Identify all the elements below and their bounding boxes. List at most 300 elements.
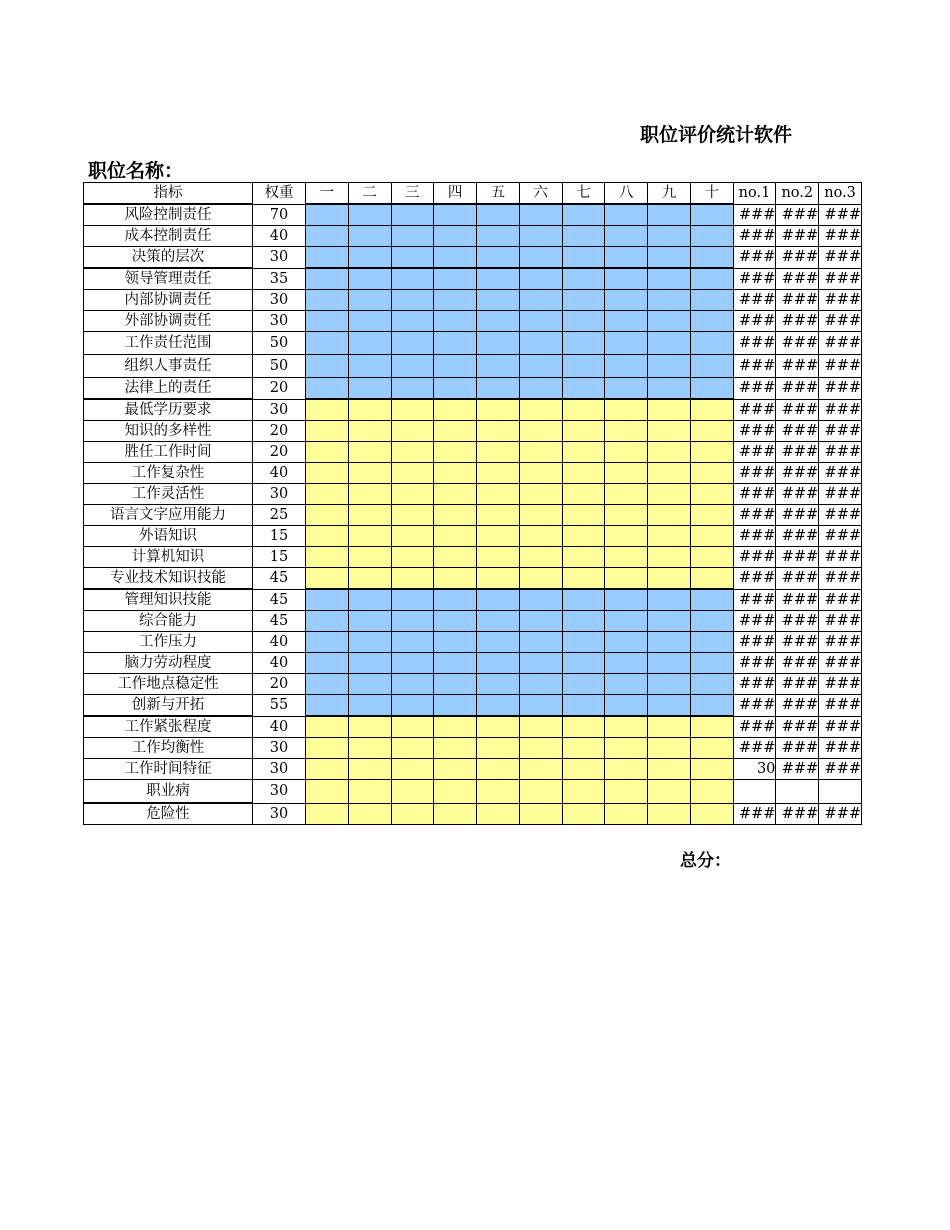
- grade-cell-3[interactable]: [391, 589, 434, 611]
- grade-cell-2[interactable]: [348, 332, 391, 355]
- grade-cell-4[interactable]: [434, 674, 477, 695]
- grade-cell-10[interactable]: [690, 399, 733, 421]
- grade-cell-1[interactable]: [305, 204, 348, 226]
- grade-cell-3[interactable]: [391, 547, 434, 568]
- grade-cell-2[interactable]: [348, 526, 391, 547]
- grade-cell-2[interactable]: [348, 759, 391, 780]
- grade-cell-6[interactable]: [519, 378, 562, 400]
- grade-cell-9[interactable]: [648, 290, 691, 311]
- grade-cell-4[interactable]: [434, 803, 477, 825]
- grade-cell-6[interactable]: [519, 759, 562, 780]
- grade-cell-7[interactable]: [562, 247, 605, 269]
- grade-cell-2[interactable]: [348, 378, 391, 400]
- grade-cell-2[interactable]: [348, 268, 391, 290]
- grade-cell-1[interactable]: [305, 355, 348, 378]
- grade-cell-3[interactable]: [391, 421, 434, 442]
- grade-cell-10[interactable]: [690, 204, 733, 226]
- grade-cell-8[interactable]: [605, 442, 648, 463]
- grade-cell-8[interactable]: [605, 484, 648, 505]
- grade-cell-5[interactable]: [477, 311, 520, 332]
- grade-cell-2[interactable]: [348, 484, 391, 505]
- no3-cell: ###: [819, 226, 862, 247]
- grade-cell-4[interactable]: [434, 204, 477, 226]
- grade-cell-5[interactable]: [477, 247, 520, 269]
- grade-cell-1[interactable]: [305, 399, 348, 421]
- grade-cell-2[interactable]: [348, 632, 391, 653]
- grade-cell-8[interactable]: [605, 589, 648, 611]
- grade-cell-8[interactable]: [605, 738, 648, 759]
- grade-cell-4[interactable]: [434, 716, 477, 738]
- grade-cell-8[interactable]: [605, 803, 648, 825]
- grade-cell-5[interactable]: [477, 632, 520, 653]
- grade-cell-5[interactable]: [477, 226, 520, 247]
- no2-cell: ###: [776, 695, 819, 717]
- grade-cell-4[interactable]: [434, 332, 477, 355]
- grade-cell-8[interactable]: [605, 547, 648, 568]
- grade-cell-7[interactable]: [562, 463, 605, 484]
- grade-cell-5[interactable]: [477, 204, 520, 226]
- grade-cell-3[interactable]: [391, 695, 434, 717]
- grade-cell-8[interactable]: [605, 247, 648, 269]
- grade-cell-9[interactable]: [648, 247, 691, 269]
- grade-cell-5[interactable]: [477, 355, 520, 378]
- grade-cell-5[interactable]: [477, 332, 520, 355]
- grade-cell-1[interactable]: [305, 442, 348, 463]
- grade-cell-1[interactable]: [305, 378, 348, 400]
- grade-cell-3[interactable]: [391, 716, 434, 738]
- grade-cell-10[interactable]: [690, 226, 733, 247]
- grade-cell-6[interactable]: [519, 247, 562, 269]
- grade-cell-10[interactable]: [690, 463, 733, 484]
- grade-cell-10[interactable]: [690, 421, 733, 442]
- grade-cell-3[interactable]: [391, 803, 434, 825]
- grade-cell-10[interactable]: [690, 290, 733, 311]
- grade-cell-2[interactable]: [348, 611, 391, 632]
- grade-cell-3[interactable]: [391, 526, 434, 547]
- grade-cell-7[interactable]: [562, 290, 605, 311]
- grade-cell-10[interactable]: [690, 547, 733, 568]
- grade-cell-4[interactable]: [434, 311, 477, 332]
- grade-cell-4[interactable]: [434, 484, 477, 505]
- grade-cell-8[interactable]: [605, 632, 648, 653]
- grade-cell-6[interactable]: [519, 547, 562, 568]
- grade-cell-3[interactable]: [391, 611, 434, 632]
- grade-cell-1[interactable]: [305, 611, 348, 632]
- grade-cell-2[interactable]: [348, 803, 391, 825]
- grade-cell-6[interactable]: [519, 399, 562, 421]
- grade-cell-7[interactable]: [562, 226, 605, 247]
- grade-cell-1[interactable]: [305, 568, 348, 590]
- grade-cell-6[interactable]: [519, 505, 562, 526]
- grade-cell-6[interactable]: [519, 780, 562, 804]
- grade-cell-1[interactable]: [305, 505, 348, 526]
- grade-cell-8[interactable]: [605, 378, 648, 400]
- grade-cell-1[interactable]: [305, 247, 348, 269]
- grade-cell-3[interactable]: [391, 311, 434, 332]
- grade-cell-2[interactable]: [348, 204, 391, 226]
- table-row: [84, 442, 862, 463]
- grade-cell-3[interactable]: [391, 332, 434, 355]
- grade-cell-4[interactable]: [434, 695, 477, 717]
- grade-cell-8[interactable]: [605, 759, 648, 780]
- grade-cell-2[interactable]: [348, 505, 391, 526]
- grade-cell-2[interactable]: [348, 421, 391, 442]
- grade-cell-6[interactable]: [519, 290, 562, 311]
- grade-cell-4[interactable]: [434, 463, 477, 484]
- grade-cell-3[interactable]: [391, 355, 434, 378]
- grade-cell-5[interactable]: [477, 399, 520, 421]
- grade-cell-2[interactable]: [348, 568, 391, 590]
- grade-cell-10[interactable]: [690, 632, 733, 653]
- grade-cell-7[interactable]: [562, 568, 605, 590]
- grade-cell-7[interactable]: [562, 695, 605, 717]
- grade-cell-5[interactable]: [477, 738, 520, 759]
- grade-cell-5[interactable]: [477, 611, 520, 632]
- grade-cell-9[interactable]: [648, 505, 691, 526]
- grade-cell-6[interactable]: [519, 311, 562, 332]
- grade-cell-5[interactable]: [477, 378, 520, 400]
- grade-cell-3[interactable]: [391, 399, 434, 421]
- grade-cell-6[interactable]: [519, 589, 562, 611]
- grade-cell-1[interactable]: [305, 803, 348, 825]
- grade-cell-9[interactable]: [648, 378, 691, 400]
- grade-cell-3[interactable]: [391, 268, 434, 290]
- grade-cell-8[interactable]: [605, 399, 648, 421]
- grade-cell-5[interactable]: [477, 653, 520, 674]
- grade-cell-10[interactable]: [690, 378, 733, 400]
- grade-cell-5[interactable]: [477, 268, 520, 290]
- grade-cell-8[interactable]: [605, 526, 648, 547]
- grade-cell-7[interactable]: [562, 355, 605, 378]
- grade-cell-2[interactable]: [348, 442, 391, 463]
- grade-cell-9[interactable]: [648, 442, 691, 463]
- grade-cell-1[interactable]: [305, 738, 348, 759]
- grade-cell-2[interactable]: [348, 463, 391, 484]
- grade-cell-5[interactable]: [477, 463, 520, 484]
- grade-cell-1[interactable]: [305, 484, 348, 505]
- grade-cell-9[interactable]: [648, 332, 691, 355]
- grade-cell-3[interactable]: [391, 463, 434, 484]
- grade-cell-7[interactable]: [562, 484, 605, 505]
- grade-cell-5[interactable]: [477, 421, 520, 442]
- grade-cell-10[interactable]: [690, 803, 733, 825]
- grade-cell-7[interactable]: [562, 716, 605, 738]
- grade-cell-7[interactable]: [562, 653, 605, 674]
- grade-cell-4[interactable]: [434, 632, 477, 653]
- grade-cell-8[interactable]: [605, 568, 648, 590]
- grade-cell-6[interactable]: [519, 803, 562, 825]
- grade-cell-7[interactable]: [562, 759, 605, 780]
- grade-cell-6[interactable]: [519, 204, 562, 226]
- grade-cell-5[interactable]: [477, 759, 520, 780]
- grade-cell-9[interactable]: [648, 653, 691, 674]
- grade-cell-6[interactable]: [519, 226, 562, 247]
- table-row: [84, 695, 862, 717]
- grade-cell-4[interactable]: [434, 568, 477, 590]
- grade-cell-8[interactable]: [605, 505, 648, 526]
- grade-cell-7[interactable]: [562, 268, 605, 290]
- grade-cell-7[interactable]: [562, 442, 605, 463]
- grade-cell-6[interactable]: [519, 632, 562, 653]
- grade-cell-6[interactable]: [519, 568, 562, 590]
- grade-cell-10[interactable]: [690, 505, 733, 526]
- grade-cell-8[interactable]: [605, 355, 648, 378]
- grade-cell-9[interactable]: [648, 716, 691, 738]
- grade-cell-3[interactable]: [391, 442, 434, 463]
- grade-cell-9[interactable]: [648, 526, 691, 547]
- grade-cell-9[interactable]: [648, 780, 691, 804]
- grade-cell-10[interactable]: [690, 589, 733, 611]
- grade-cell-10[interactable]: [690, 526, 733, 547]
- grade-cell-1[interactable]: [305, 421, 348, 442]
- grade-cell-1[interactable]: [305, 780, 348, 804]
- grade-cell-9[interactable]: [648, 568, 691, 590]
- grade-cell-8[interactable]: [605, 653, 648, 674]
- grade-cell-6[interactable]: [519, 463, 562, 484]
- grade-cell-4[interactable]: [434, 399, 477, 421]
- grade-cell-7[interactable]: [562, 311, 605, 332]
- grade-cell-8[interactable]: [605, 716, 648, 738]
- grade-cell-7[interactable]: [562, 378, 605, 400]
- grade-cell-3[interactable]: [391, 738, 434, 759]
- grade-cell-9[interactable]: [648, 674, 691, 695]
- grade-cell-3[interactable]: [391, 632, 434, 653]
- grade-cell-2[interactable]: [348, 399, 391, 421]
- no3-cell: ###: [819, 803, 862, 825]
- grade-cell-8[interactable]: [605, 226, 648, 247]
- grade-cell-1[interactable]: [305, 589, 348, 611]
- grade-cell-6[interactable]: [519, 332, 562, 355]
- grade-cell-3[interactable]: [391, 378, 434, 400]
- no2-cell: ###: [776, 716, 819, 738]
- grade-cell-4[interactable]: [434, 526, 477, 547]
- grade-cell-7[interactable]: [562, 632, 605, 653]
- grade-cell-1[interactable]: [305, 653, 348, 674]
- grade-cell-2[interactable]: [348, 355, 391, 378]
- grade-cell-7[interactable]: [562, 505, 605, 526]
- grade-cell-4[interactable]: [434, 421, 477, 442]
- grade-cell-10[interactable]: [690, 484, 733, 505]
- grade-cell-6[interactable]: [519, 611, 562, 632]
- grade-cell-1[interactable]: [305, 332, 348, 355]
- grade-cell-7[interactable]: [562, 421, 605, 442]
- grade-cell-1[interactable]: [305, 547, 348, 568]
- grade-cell-6[interactable]: [519, 355, 562, 378]
- grade-cell-4[interactable]: [434, 505, 477, 526]
- grade-cell-4[interactable]: [434, 355, 477, 378]
- grade-cell-2[interactable]: [348, 547, 391, 568]
- grade-cell-5[interactable]: [477, 290, 520, 311]
- grade-cell-1[interactable]: [305, 526, 348, 547]
- grade-cell-10[interactable]: [690, 311, 733, 332]
- grade-cell-3[interactable]: [391, 226, 434, 247]
- grade-cell-10[interactable]: [690, 611, 733, 632]
- table-row: [84, 355, 862, 378]
- grade-cell-7[interactable]: [562, 611, 605, 632]
- grade-cell-1[interactable]: [305, 311, 348, 332]
- grade-cell-8[interactable]: [605, 611, 648, 632]
- grade-cell-10[interactable]: [690, 442, 733, 463]
- grade-cell-7[interactable]: [562, 780, 605, 804]
- grade-cell-2[interactable]: [348, 653, 391, 674]
- grade-cell-7[interactable]: [562, 738, 605, 759]
- grade-cell-9[interactable]: [648, 355, 691, 378]
- grade-cell-2[interactable]: [348, 780, 391, 804]
- grade-cell-4[interactable]: [434, 378, 477, 400]
- grade-cell-7[interactable]: [562, 674, 605, 695]
- grade-cell-10[interactable]: [690, 247, 733, 269]
- grade-cell-10[interactable]: [690, 780, 733, 804]
- grade-cell-10[interactable]: [690, 332, 733, 355]
- grade-cell-5[interactable]: [477, 505, 520, 526]
- grade-cell-5[interactable]: [477, 442, 520, 463]
- indicator-cell: 脑力劳动程度: [84, 653, 253, 674]
- grade-cell-6[interactable]: [519, 738, 562, 759]
- grade-cell-8[interactable]: [605, 204, 648, 226]
- grade-cell-9[interactable]: [648, 484, 691, 505]
- grade-cell-9[interactable]: [648, 738, 691, 759]
- grade-cell-10[interactable]: [690, 716, 733, 738]
- grade-cell-4[interactable]: [434, 738, 477, 759]
- grade-cell-3[interactable]: [391, 653, 434, 674]
- grade-cell-3[interactable]: [391, 484, 434, 505]
- grade-cell-8[interactable]: [605, 695, 648, 717]
- grade-cell-6[interactable]: [519, 653, 562, 674]
- grade-cell-5[interactable]: [477, 484, 520, 505]
- indicator-cell: 工作复杂性: [84, 463, 253, 484]
- grade-cell-5[interactable]: [477, 780, 520, 804]
- grade-cell-4[interactable]: [434, 611, 477, 632]
- grade-cell-6[interactable]: [519, 526, 562, 547]
- grade-cell-10[interactable]: [690, 695, 733, 717]
- grade-cell-7[interactable]: [562, 526, 605, 547]
- grade-cell-3[interactable]: [391, 780, 434, 804]
- grade-cell-6[interactable]: [519, 674, 562, 695]
- grade-cell-4[interactable]: [434, 442, 477, 463]
- grade-cell-4[interactable]: [434, 226, 477, 247]
- grade-cell-9[interactable]: [648, 268, 691, 290]
- grade-cell-4[interactable]: [434, 547, 477, 568]
- grade-cell-1[interactable]: [305, 268, 348, 290]
- grade-cell-8[interactable]: [605, 290, 648, 311]
- grade-cell-8[interactable]: [605, 332, 648, 355]
- grade-cell-3[interactable]: [391, 505, 434, 526]
- grade-cell-3[interactable]: [391, 759, 434, 780]
- grade-cell-7[interactable]: [562, 332, 605, 355]
- grade-cell-4[interactable]: [434, 589, 477, 611]
- grade-cell-5[interactable]: [477, 695, 520, 717]
- grade-cell-2[interactable]: [348, 226, 391, 247]
- grade-cell-2[interactable]: [348, 311, 391, 332]
- grade-cell-1[interactable]: [305, 226, 348, 247]
- grade-cell-2[interactable]: [348, 290, 391, 311]
- grade-cell-2[interactable]: [348, 589, 391, 611]
- grade-cell-1[interactable]: [305, 759, 348, 780]
- grade-cell-10[interactable]: [690, 355, 733, 378]
- grade-cell-2[interactable]: [348, 738, 391, 759]
- grade-cell-8[interactable]: [605, 421, 648, 442]
- grade-cell-9[interactable]: [648, 695, 691, 717]
- grade-cell-2[interactable]: [348, 716, 391, 738]
- grade-cell-9[interactable]: [648, 611, 691, 632]
- grade-cell-5[interactable]: [477, 674, 520, 695]
- grade-cell-2[interactable]: [348, 247, 391, 269]
- grade-cell-4[interactable]: [434, 268, 477, 290]
- grade-cell-3[interactable]: [391, 568, 434, 590]
- grade-cell-1[interactable]: [305, 632, 348, 653]
- grade-cell-9[interactable]: [648, 803, 691, 825]
- grade-cell-4[interactable]: [434, 759, 477, 780]
- grade-cell-7[interactable]: [562, 399, 605, 421]
- grade-cell-10[interactable]: [690, 568, 733, 590]
- grade-cell-8[interactable]: [605, 674, 648, 695]
- grade-cell-9[interactable]: [648, 204, 691, 226]
- grade-cell-6[interactable]: [519, 268, 562, 290]
- grade-cell-4[interactable]: [434, 653, 477, 674]
- grade-cell-3[interactable]: [391, 204, 434, 226]
- grade-cell-7[interactable]: [562, 547, 605, 568]
- grade-cell-5[interactable]: [477, 589, 520, 611]
- grade-cell-4[interactable]: [434, 780, 477, 804]
- grade-cell-10[interactable]: [690, 738, 733, 759]
- grade-cell-1[interactable]: [305, 716, 348, 738]
- grade-cell-2[interactable]: [348, 674, 391, 695]
- grade-cell-5[interactable]: [477, 526, 520, 547]
- grade-cell-9[interactable]: [648, 547, 691, 568]
- grade-cell-5[interactable]: [477, 803, 520, 825]
- grade-cell-8[interactable]: [605, 780, 648, 804]
- grade-cell-2[interactable]: [348, 695, 391, 717]
- grade-cell-1[interactable]: [305, 290, 348, 311]
- grade-cell-3[interactable]: [391, 247, 434, 269]
- grade-cell-8[interactable]: [605, 463, 648, 484]
- weight-cell: 30: [253, 399, 306, 421]
- grade-cell-7[interactable]: [562, 803, 605, 825]
- grade-cell-10[interactable]: [690, 674, 733, 695]
- grade-cell-1[interactable]: [305, 674, 348, 695]
- grade-cell-9[interactable]: [648, 589, 691, 611]
- grade-cell-7[interactable]: [562, 204, 605, 226]
- grade-cell-1[interactable]: [305, 463, 348, 484]
- grade-cell-1[interactable]: [305, 695, 348, 717]
- grade-cell-3[interactable]: [391, 674, 434, 695]
- grade-cell-8[interactable]: [605, 268, 648, 290]
- grade-cell-10[interactable]: [690, 653, 733, 674]
- grade-cell-4[interactable]: [434, 247, 477, 269]
- grade-cell-5[interactable]: [477, 568, 520, 590]
- grade-cell-6[interactable]: [519, 484, 562, 505]
- grade-cell-6[interactable]: [519, 695, 562, 717]
- grade-cell-3[interactable]: [391, 290, 434, 311]
- grade-cell-10[interactable]: [690, 759, 733, 780]
- grade-cell-10[interactable]: [690, 268, 733, 290]
- grade-cell-9[interactable]: [648, 311, 691, 332]
- grade-cell-9[interactable]: [648, 226, 691, 247]
- grade-cell-6[interactable]: [519, 442, 562, 463]
- grade-cell-6[interactable]: [519, 716, 562, 738]
- grade-cell-6[interactable]: [519, 421, 562, 442]
- grade-cell-9[interactable]: [648, 759, 691, 780]
- grade-cell-5[interactable]: [477, 716, 520, 738]
- grade-cell-9[interactable]: [648, 632, 691, 653]
- grade-cell-5[interactable]: [477, 547, 520, 568]
- grade-cell-7[interactable]: [562, 589, 605, 611]
- grade-cell-9[interactable]: [648, 399, 691, 421]
- grade-cell-8[interactable]: [605, 311, 648, 332]
- grade-cell-9[interactable]: [648, 463, 691, 484]
- grade-cell-9[interactable]: [648, 421, 691, 442]
- grade-cell-4[interactable]: [434, 290, 477, 311]
